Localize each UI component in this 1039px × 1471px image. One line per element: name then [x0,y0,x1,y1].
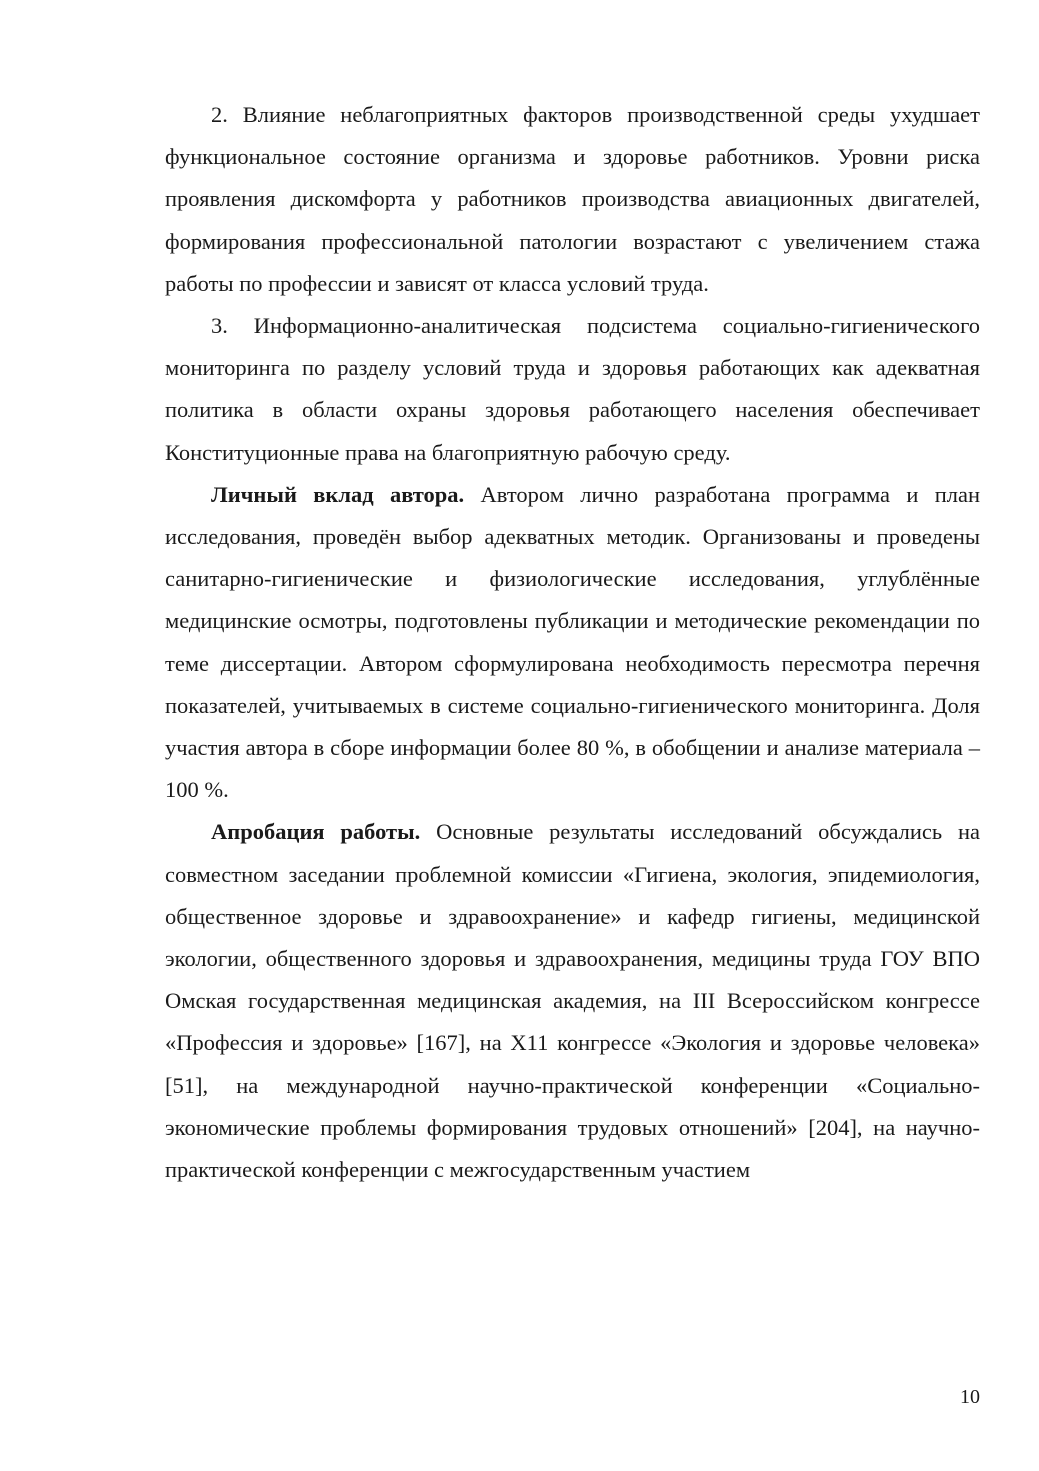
body-text [165,94,980,1191]
paragraph-author-contribution [165,474,980,812]
paragraph-approbation [165,811,980,1191]
paragraph-conclusion-2: 2. Влияние неблагоприятных факторов производственной среды ухудшает функциональное состояние организма и здоровье работников. Уровни риска проявления дискомфорта у работников производства авиационных двигателей, формирования профессиональной патологии возрастают с увеличением стажа работы по профессии и зависят от класса условий труда. [165,102,980,296]
author-contribution-text: Автором лично разработана программа и план исследования, проведён выбор адекватных методик. Организованы и проведены санитарно-гигиенические и физиологические исследования, углублённые медицинские осмотры, подготовлены публикации и методические рекомендации по теме диссертации. Автором сформулирована необходимость пересмотра перечня показателей, учитываемых в системе социально-гигиенического мониторинга. Доля участия автора в сборе информации более 80 %, в обобщении и анализе материала – 100 %. [165,481,980,803]
author-contribution-heading: Личный вклад автора. [211,481,465,507]
approbation-text: Основные результаты исследований обсуждались на совместном заседании проблемной комиссии «Гигиена, экология, эпидемиология, общественное здоровье и здравоохранение» и кафедр гигиены, медицинской экологии, общественного здоровья и здравоохранения, медицины труда ГОУ ВПО Омская государственная медицинская академия, на III Всероссийском конгрессе «Профессия и здоровье» [167], на Х11 конгрессе «Экология и здоровье человека» [51], на международной научно-практической конференции «Социально-экономические проблемы формирования трудовых отношений» [204], на научно-практической конференции с межгосударственным участием [165,819,980,1183]
paragraph-conclusion-3: 3. Информационно-аналитическая подсистема социально-гигиенического мониторинга по разделу условий труда и здоровья работающих как адекватная политика в области охраны здоровья работающего населения обеспечивает Конституционные права на благоприятную рабочую среду. [165,313,980,465]
page-number: 10 [960,1386,980,1408]
approbation-heading: Апробация работы. [211,819,421,845]
